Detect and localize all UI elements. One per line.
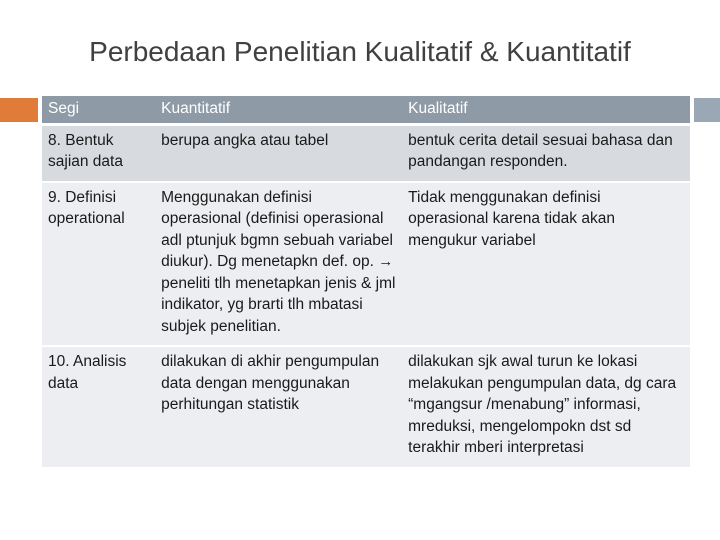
cell-text: peneliti tlh menetapkan jenis & jml indikator, yg brarti tlh mbatasi subjek penelitian. bbox=[161, 274, 396, 335]
header-kuantitatif: Kuantitatif bbox=[155, 96, 402, 124]
cell-kuantitatif bbox=[155, 182, 402, 347]
cell-segi: 8. Bentuk sajian data bbox=[42, 124, 155, 182]
cell-text: Menggunakan definisi operasional (definisi operasional adl ptunjuk bgmn sebuah variabel diukur). Dg menetapkn def. op. bbox=[161, 188, 393, 270]
cell-kualitatif: dilakukan sjk awal turun ke lokasi melakukan pengumpulan data, dg cara “mgangsur /menabung” informasi, mreduksi, mengelompokn dst sd terakhir mberi interpretasi bbox=[402, 346, 690, 468]
cell-segi: 9. Definisi operational bbox=[42, 182, 155, 347]
table-header-row bbox=[42, 96, 690, 124]
cell-segi: 10. Analisis data bbox=[42, 346, 155, 468]
cell-kualitatif: bentuk cerita detail sesuai bahasa dan pandangan responden. bbox=[402, 124, 690, 182]
cell-kuantitatif: dilakukan di akhir pengumpulan data dengan menggunakan perhitungan statistik bbox=[155, 346, 402, 468]
table-row bbox=[42, 182, 690, 347]
accent-bar-right bbox=[694, 98, 720, 122]
comparison-table bbox=[42, 96, 690, 469]
table-row bbox=[42, 346, 690, 468]
header-segi: Segi bbox=[42, 96, 155, 124]
arrow-right-icon: → bbox=[378, 253, 394, 270]
table-row bbox=[42, 124, 690, 182]
header-kualitatif: Kualitatif bbox=[402, 96, 690, 124]
accent-bar-left bbox=[0, 98, 38, 122]
cell-kuantitatif: berupa angka atau tabel bbox=[155, 124, 402, 182]
cell-kualitatif: Tidak menggunakan definisi operasional karena tidak akan mengukur variabel bbox=[402, 182, 690, 347]
slide-title: Perbedaan Penelitian Kualitatif & Kuantitatif bbox=[89, 36, 631, 67]
